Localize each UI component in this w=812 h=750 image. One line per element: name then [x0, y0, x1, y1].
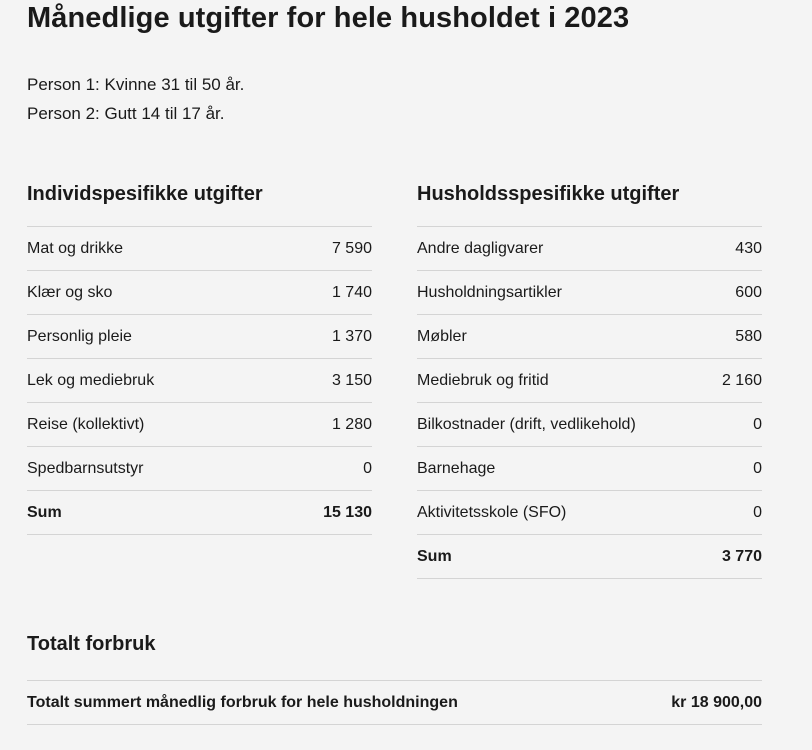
individual-expenses-section [27, 180, 372, 535]
individual-expenses-heading: Individspesifikke utgifter [27, 183, 263, 205]
table-row [417, 491, 762, 535]
table-row [27, 447, 372, 491]
total-value: kr 18 900,00 [671, 693, 762, 711]
row-value: 1 740 [331, 283, 372, 301]
row-value: 0 [753, 459, 762, 477]
row-value: 600 [735, 283, 762, 301]
row-label: Klær og sko [27, 283, 113, 301]
table-row [27, 315, 372, 359]
table-row [27, 359, 372, 403]
row-label: Spedbarnsutstyr [27, 459, 144, 477]
household-sum-row [417, 535, 762, 579]
household-expenses-heading: Husholdsspesifikke utgifter [417, 183, 680, 205]
table-row [417, 315, 762, 359]
individual-sum-row [27, 491, 372, 535]
row-value: 0 [753, 415, 762, 433]
row-value: 1 280 [331, 415, 372, 433]
row-label: Reise (kollektivt) [27, 415, 145, 433]
table-row [417, 227, 762, 271]
row-label: Aktivitetsskole (SFO) [417, 503, 567, 521]
total-label: Totalt summert månedlig forbruk for hele husholdningen [27, 693, 458, 711]
sum-value: 15 130 [323, 503, 372, 521]
total-section [27, 630, 762, 725]
row-value: 0 [753, 503, 762, 521]
row-value: 2 160 [721, 371, 762, 389]
table-row [27, 227, 372, 271]
sum-label: Sum [417, 547, 452, 565]
row-value: 0 [363, 459, 372, 477]
row-value: 580 [735, 327, 762, 345]
sum-value: 3 770 [721, 547, 762, 565]
total-table [27, 680, 762, 725]
row-label: Bilkostnader (drift, vedlikehold) [417, 415, 636, 433]
person-2: Person 2: Gutt 14 til 17 år. [27, 104, 225, 123]
row-value: 7 590 [331, 239, 372, 257]
row-value: 1 370 [331, 327, 372, 345]
total-heading: Totalt forbruk [27, 633, 156, 655]
row-label: Mediebruk og fritid [417, 371, 549, 389]
row-value: 3 150 [331, 371, 372, 389]
row-label: Mat og drikke [27, 239, 124, 257]
table-row [417, 447, 762, 491]
row-label: Husholdningsartikler [417, 283, 562, 301]
table-row [417, 271, 762, 315]
household-expenses-table [417, 226, 762, 579]
table-row [417, 403, 762, 447]
total-row [27, 681, 762, 725]
person-1: Person 1: Kvinne 31 til 50 år. [27, 75, 245, 94]
individual-expenses-table [27, 226, 372, 535]
row-label: Lek og mediebruk [27, 371, 155, 389]
row-value: 430 [735, 239, 762, 257]
row-label: Personlig pleie [27, 327, 132, 345]
row-label: Andre dagligvarer [417, 239, 544, 257]
sum-label: Sum [27, 503, 62, 521]
persons-info [27, 70, 244, 128]
row-label: Barnehage [417, 459, 496, 477]
table-row [27, 271, 372, 315]
table-row [27, 403, 372, 447]
row-label: Møbler [417, 327, 467, 345]
page-title: Månedlige utgifter for hele husholdet i 2023 [27, 2, 630, 34]
household-expenses-section [417, 180, 762, 579]
table-row [417, 359, 762, 403]
